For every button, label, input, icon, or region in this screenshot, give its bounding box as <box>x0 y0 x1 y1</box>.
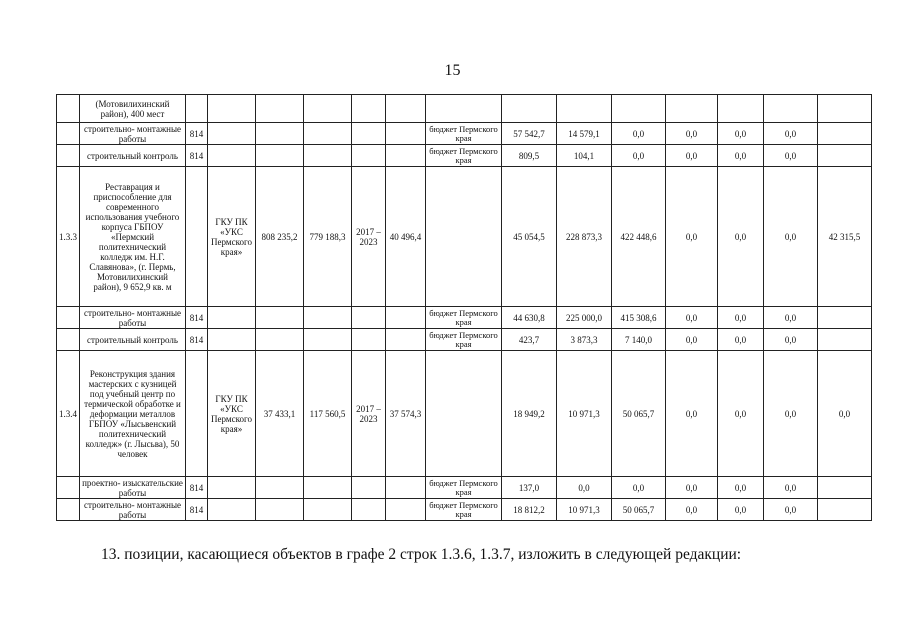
cell-period: 2017 – 2023 <box>352 351 386 477</box>
cell-v4: 0,0 <box>666 477 718 499</box>
cell-num <box>57 499 80 521</box>
cell-period <box>352 95 386 123</box>
cell-period: 2017 – 2023 <box>352 167 386 307</box>
cell-col6 <box>304 145 352 167</box>
cell-period <box>352 329 386 351</box>
cell-col8 <box>386 477 426 499</box>
cell-period <box>352 307 386 329</box>
cell-name: строительный контроль <box>80 329 186 351</box>
cell-col8 <box>386 329 426 351</box>
cell-num <box>57 95 80 123</box>
cell-code: 814 <box>186 499 208 521</box>
cell-customer <box>208 329 256 351</box>
table-row <box>57 167 872 307</box>
cell-v4: 0,0 <box>666 329 718 351</box>
cell-v3: 50 065,7 <box>612 499 666 521</box>
cell-v2: 225 000,0 <box>557 307 612 329</box>
cell-v7: 0,0 <box>818 351 872 477</box>
cell-v5: 0,0 <box>718 145 764 167</box>
cell-col6 <box>304 95 352 123</box>
table-row <box>57 351 872 477</box>
cell-num <box>57 477 80 499</box>
cell-name: (Мотовилихинский район), 400 мест <box>80 95 186 123</box>
cell-v1 <box>502 95 557 123</box>
page-number: 15 <box>444 62 461 79</box>
cell-col8 <box>386 145 426 167</box>
cell-cost: 808 235,2 <box>256 167 304 307</box>
cell-v1: 45 054,5 <box>502 167 557 307</box>
cell-v6: 0,0 <box>764 499 818 521</box>
cell-v7 <box>818 329 872 351</box>
cell-col8: 37 574,3 <box>386 351 426 477</box>
cell-code <box>186 351 208 477</box>
cell-code: 814 <box>186 123 208 145</box>
cell-v4: 0,0 <box>666 499 718 521</box>
cell-col8 <box>386 499 426 521</box>
cell-v3: 422 448,6 <box>612 167 666 307</box>
cell-v7 <box>818 123 872 145</box>
cell-v7 <box>818 477 872 499</box>
cell-v3: 415 308,6 <box>612 307 666 329</box>
cell-cost <box>256 145 304 167</box>
cell-cost <box>256 499 304 521</box>
cell-v6: 0,0 <box>764 145 818 167</box>
cell-v6 <box>764 95 818 123</box>
cell-v2: 3 873,3 <box>557 329 612 351</box>
cell-v6: 0,0 <box>764 351 818 477</box>
cell-num: 1.3.4 <box>57 351 80 477</box>
cell-v7 <box>818 95 872 123</box>
cell-v5: 0,0 <box>718 167 764 307</box>
cell-num <box>57 123 80 145</box>
cell-v5: 0,0 <box>718 329 764 351</box>
cell-source <box>426 351 502 477</box>
table-row <box>57 145 872 167</box>
cell-name: Реставрация и приспособление для современного использования учебного корпуса ГБПОУ «Пермский политехнический колледж им. Н.Г. Славянова», (г. Пермь, Мотовилихинский район), 9 652,9 кв. м <box>80 167 186 307</box>
table-row <box>57 477 872 499</box>
cell-source: бюджет Пермского края <box>426 307 502 329</box>
budget-table <box>56 94 872 521</box>
footer-instruction-text: 13. позиции, касающиеся объектов в графе 2 строк 1.3.6, 1.3.7, изложить в следующей редакции: <box>101 546 742 563</box>
cell-customer <box>208 499 256 521</box>
cell-col8 <box>386 123 426 145</box>
cell-code: 814 <box>186 329 208 351</box>
cell-source: бюджет Пермского края <box>426 477 502 499</box>
cell-period <box>352 123 386 145</box>
cell-v4: 0,0 <box>666 307 718 329</box>
cell-customer <box>208 477 256 499</box>
cell-code <box>186 167 208 307</box>
cell-v4: 0,0 <box>666 123 718 145</box>
cell-v3: 0,0 <box>612 145 666 167</box>
cell-cost <box>256 123 304 145</box>
cell-cost <box>256 329 304 351</box>
cell-customer: ГКУ ПК «УКС Пермского края» <box>208 351 256 477</box>
cell-v5: 0,0 <box>718 477 764 499</box>
cell-v2: 0,0 <box>557 477 612 499</box>
cell-col8 <box>386 307 426 329</box>
cell-cost <box>256 477 304 499</box>
cell-source: бюджет Пермского края <box>426 123 502 145</box>
cell-v7 <box>818 145 872 167</box>
cell-customer: ГКУ ПК «УКС Пермского края» <box>208 167 256 307</box>
cell-col6 <box>304 477 352 499</box>
cell-name: строительно- монтажные работы <box>80 307 186 329</box>
cell-v1: 44 630,8 <box>502 307 557 329</box>
cell-name: строительно- монтажные работы <box>80 499 186 521</box>
table-row <box>57 307 872 329</box>
cell-v5 <box>718 95 764 123</box>
cell-source: бюджет Пермского края <box>426 145 502 167</box>
cell-cost <box>256 95 304 123</box>
cell-v1: 423,7 <box>502 329 557 351</box>
cell-col8: 40 496,4 <box>386 167 426 307</box>
cell-customer <box>208 123 256 145</box>
cell-v6: 0,0 <box>764 329 818 351</box>
cell-num <box>57 145 80 167</box>
cell-v4 <box>666 95 718 123</box>
cell-v2: 228 873,3 <box>557 167 612 307</box>
cell-v2: 10 971,3 <box>557 499 612 521</box>
cell-period <box>352 477 386 499</box>
table-row <box>57 499 872 521</box>
cell-v2 <box>557 95 612 123</box>
cell-v2: 104,1 <box>557 145 612 167</box>
cell-v3: 50 065,7 <box>612 351 666 477</box>
cell-code <box>186 95 208 123</box>
cell-v2: 10 971,3 <box>557 351 612 477</box>
cell-period <box>352 145 386 167</box>
cell-col8 <box>386 95 426 123</box>
cell-v4: 0,0 <box>666 167 718 307</box>
cell-v1: 57 542,7 <box>502 123 557 145</box>
cell-v2: 14 579,1 <box>557 123 612 145</box>
cell-v5: 0,0 <box>718 351 764 477</box>
cell-v3: 7 140,0 <box>612 329 666 351</box>
cell-code: 814 <box>186 477 208 499</box>
cell-source <box>426 167 502 307</box>
cell-v7: 42 315,5 <box>818 167 872 307</box>
cell-source: бюджет Пермского края <box>426 329 502 351</box>
cell-num: 1.3.3 <box>57 167 80 307</box>
cell-num <box>57 329 80 351</box>
cell-source <box>426 95 502 123</box>
cell-period <box>352 499 386 521</box>
cell-v7 <box>818 499 872 521</box>
cell-v6: 0,0 <box>764 477 818 499</box>
cell-cost <box>256 307 304 329</box>
table-row <box>57 95 872 123</box>
cell-v5: 0,0 <box>718 499 764 521</box>
cell-col6 <box>304 499 352 521</box>
cell-v7 <box>818 307 872 329</box>
cell-customer <box>208 307 256 329</box>
table-row <box>57 123 872 145</box>
cell-v3 <box>612 95 666 123</box>
cell-customer <box>208 95 256 123</box>
cell-v5: 0,0 <box>718 307 764 329</box>
cell-name: строительно- монтажные работы <box>80 123 186 145</box>
cell-col6 <box>304 123 352 145</box>
cell-v1: 809,5 <box>502 145 557 167</box>
cell-v3: 0,0 <box>612 477 666 499</box>
cell-v5: 0,0 <box>718 123 764 145</box>
cell-cost: 37 433,1 <box>256 351 304 477</box>
cell-v6: 0,0 <box>764 307 818 329</box>
table-row <box>57 329 872 351</box>
cell-name: строительный контроль <box>80 145 186 167</box>
cell-v6: 0,0 <box>764 167 818 307</box>
cell-v1: 18 812,2 <box>502 499 557 521</box>
cell-v3: 0,0 <box>612 123 666 145</box>
cell-code: 814 <box>186 307 208 329</box>
cell-customer <box>208 145 256 167</box>
cell-code: 814 <box>186 145 208 167</box>
cell-col6 <box>304 329 352 351</box>
cell-v6: 0,0 <box>764 123 818 145</box>
cell-name: Реконструкция здания мастерских с кузницей под учебный центр по термической обработке и деформации металлов ГБПОУ «Лысьвенский политехнический колледж» (г. Лысьва), 50 человек <box>80 351 186 477</box>
cell-v4: 0,0 <box>666 351 718 477</box>
cell-num <box>57 307 80 329</box>
cell-col6: 779 188,3 <box>304 167 352 307</box>
cell-v1: 137,0 <box>502 477 557 499</box>
cell-source: бюджет Пермского края <box>426 499 502 521</box>
cell-col6 <box>304 307 352 329</box>
cell-col6: 117 560,5 <box>304 351 352 477</box>
cell-name: проектно- изыскательские работы <box>80 477 186 499</box>
cell-v1: 18 949,2 <box>502 351 557 477</box>
cell-v4: 0,0 <box>666 145 718 167</box>
table-body <box>57 95 872 521</box>
